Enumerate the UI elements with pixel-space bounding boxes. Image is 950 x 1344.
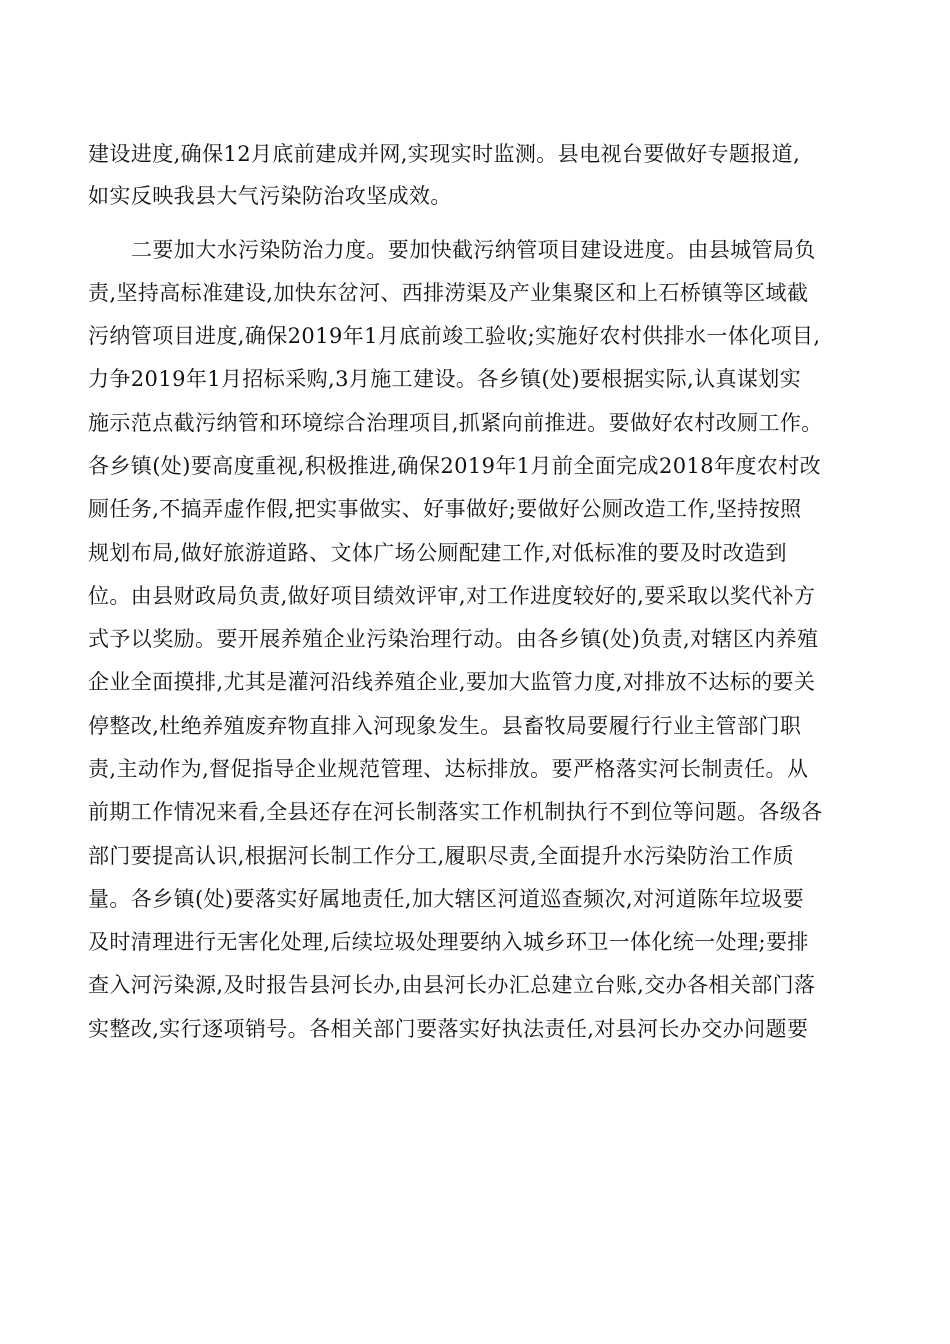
text-line: 实整改,实行逐项销号。各相关部门要落实好执法责任,对县河长办交办问题要 [88,1017,809,1041]
text-line: 式予以奖励。要开展养殖企业污染治理行动。由各乡镇(处)负责,对辖区内养殖 [88,627,819,651]
text-line: 部门要提高认识,根据河长制工作分工,履职尽责,全面提升水污染防治工作质 [88,844,795,868]
text-line: 力争2019年1月招标采购,3月施工建设。各乡镇(处)要根据实际,认真谋划实 [88,367,802,391]
text-line: 规划布局,做好旅游道路、文体广场公厕配建工作,对低标准的要及时改造到 [88,541,787,565]
text-line: 停整改,杜绝养殖废弃物直排入河现象发生。县畜牧局要履行行业主管部门职 [88,714,802,738]
text-line: 量。各乡镇(处)要落实好属地责任,加大辖区河道巡查频次,对河道陈年垃圾要 [88,887,805,911]
text-line: 前期工作情况来看,全县还存在河长制落实工作机制执行不到位等问题。各级各 [88,800,823,824]
text-line: 建设进度,确保12月底前建成并网,实现实时监测。县电视台要做好专题报道, [88,142,801,166]
text-line: 污纳管项目进度,确保2019年1月底前竣工验收;实施好农村供排水一体化项目, [88,324,821,348]
text-line: 厕任务,不搞弄虚作假,把实事做实、好事做好;要做好公厕改造工作,坚持按照 [88,497,802,521]
text-line: 位。由县财政局负责,做好项目绩效评审,对工作进度较好的,要采取以奖代补方 [88,584,816,608]
text-line: 企业全面摸排,尤其是灌河沿线养殖企业,要加大监管力度,对排放不达标的要关 [88,670,816,694]
text-line: 施示范点截污纳管和环境综合治理项目,抓紧向前推进。要做好农村改厕工作。 [88,411,823,435]
text-line: 责,主动作为,督促指导企业规范管理、达标排放。要严格落实河长制责任。从 [88,757,809,781]
text-line: 如实反映我县大气污染防治攻坚成效。 [88,184,452,208]
text-line: 及时清理进行无害化处理,后续垃圾处理要纳入城乡环卫一体化统一处理;要排 [88,930,809,954]
text-line: 各乡镇(处)要高度重视,积极推进,确保2019年1月前全面完成2018年度农村改 [88,454,821,478]
paragraph-start-line: 二要加大水污染防治力度。要加快截污纳管项目建设进度。由县城管局负 [131,238,816,262]
text-line: 责,坚持高标准建设,加快东岔河、西排涝渠及产业集聚区和上石桥镇等区域截 [88,281,809,305]
text-line: 查入河污染源,及时报告县河长办,由县河长办汇总建立台账,交办各相关部门落 [88,973,816,997]
